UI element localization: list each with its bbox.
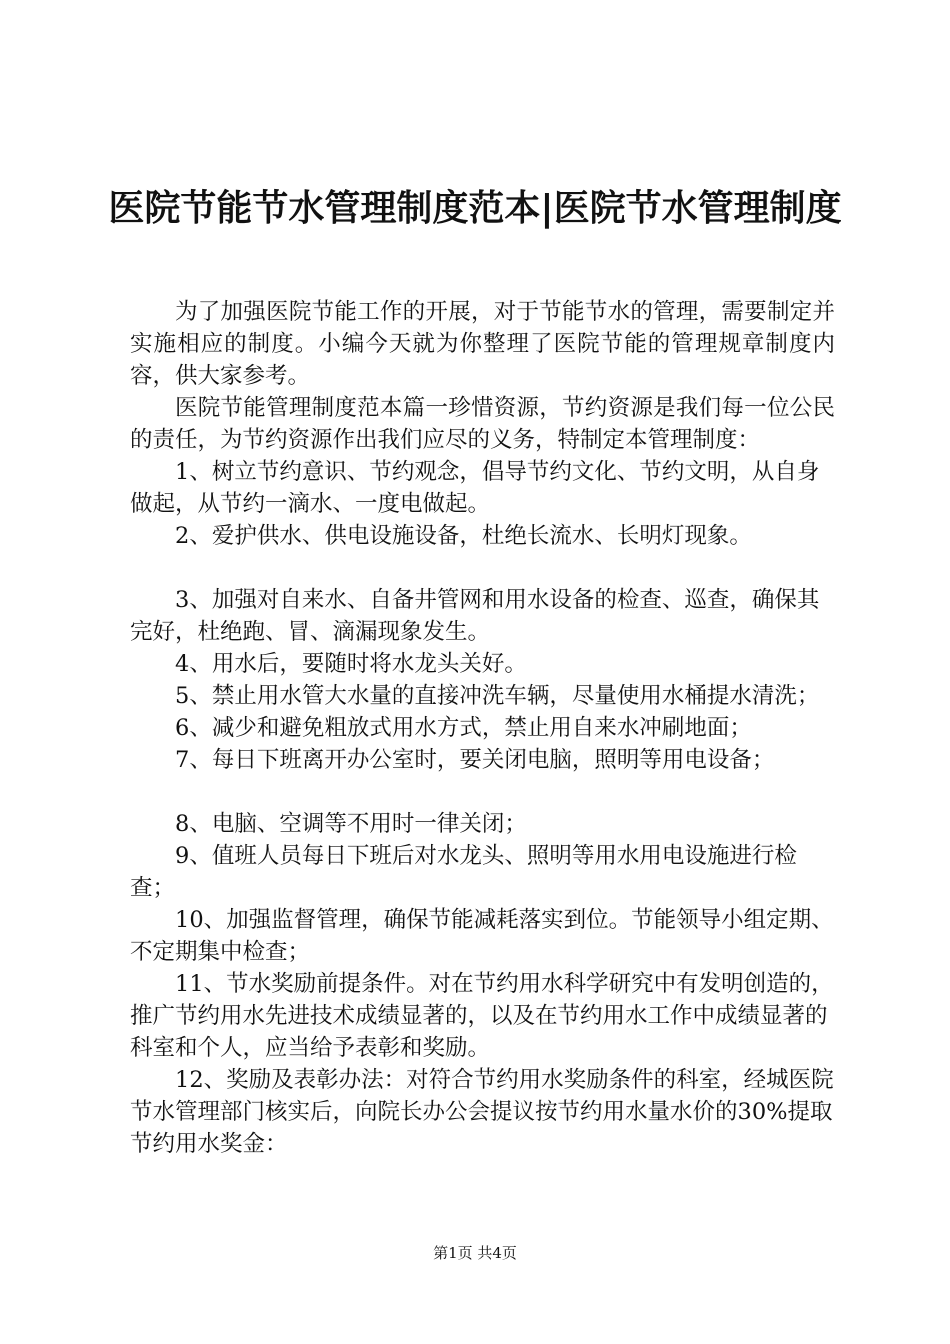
page-title: 医院节能节水管理制度范本|医院节水管理制度 <box>108 188 842 229</box>
intro-paragraph: 为了加强医院节能工作的开展，对于节能节水的管理，需要制定并实施相应的制度。小编今天就为你整理了医院节能的管理规章制度内容，供大家参考。 <box>130 299 835 389</box>
list-item: 8、电脑、空调等不用时一律关闭； <box>175 811 527 837</box>
list-item: 3、加强对自来水、自备井管网和用水设备的检查、巡查，确保其完好，杜绝跑、冒、滴漏现象发生。 <box>130 587 820 645</box>
list-item: 6、减少和避免粗放式用水方式，禁止用自来水冲刷地面； <box>175 715 752 741</box>
list-item: 10、加强监督管理，确保节能减耗落实到位。节能领导小组定期、不定期集中检查； <box>130 907 834 965</box>
list-item: 2、爱护供水、供电设施设备，杜绝长流水、长明灯现象。 <box>175 523 752 549</box>
list-item: 4、用水后，要随时将水龙头关好。 <box>175 651 527 677</box>
page-number-footer: 第1页 共4页 <box>433 1244 517 1262</box>
list-item: 9、值班人员每日下班后对水龙头、照明等用水用电设施进行检查； <box>130 843 797 901</box>
list-item: 12、奖励及表彰办法：对符合节约用水奖励条件的科室，经城医院节水管理部门核实后，向院长办公会提议按节约用水量水价的30%提取节约用水奖金： <box>130 1067 834 1157</box>
list-item: 1、树立节约意识、节约观念，倡导节约文化、节约文明，从自身做起，从节约一滴水、一度电做起。 <box>130 459 820 517</box>
document-body <box>130 296 835 1160</box>
intro-paragraph: 医院节能管理制度范本篇一珍惜资源，节约资源是我们每一位公民的责任，为节约资源作出我们应尽的义务，特制定本管理制度： <box>130 395 835 453</box>
list-item: 7、每日下班离开办公室时，要关闭电脑，照明等用电设备； <box>175 747 775 773</box>
list-item: 5、禁止用水管大水量的直接冲洗车辆，尽量使用水桶提水清洗； <box>175 683 820 709</box>
list-item: 11、节水奖励前提条件。对在节约用水科学研究中有发明创造的，推广节约用水先进技术成绩显著的，以及在节约用水工作中成绩显著的科室和个人，应当给予表彰和奖励。 <box>130 971 834 1061</box>
